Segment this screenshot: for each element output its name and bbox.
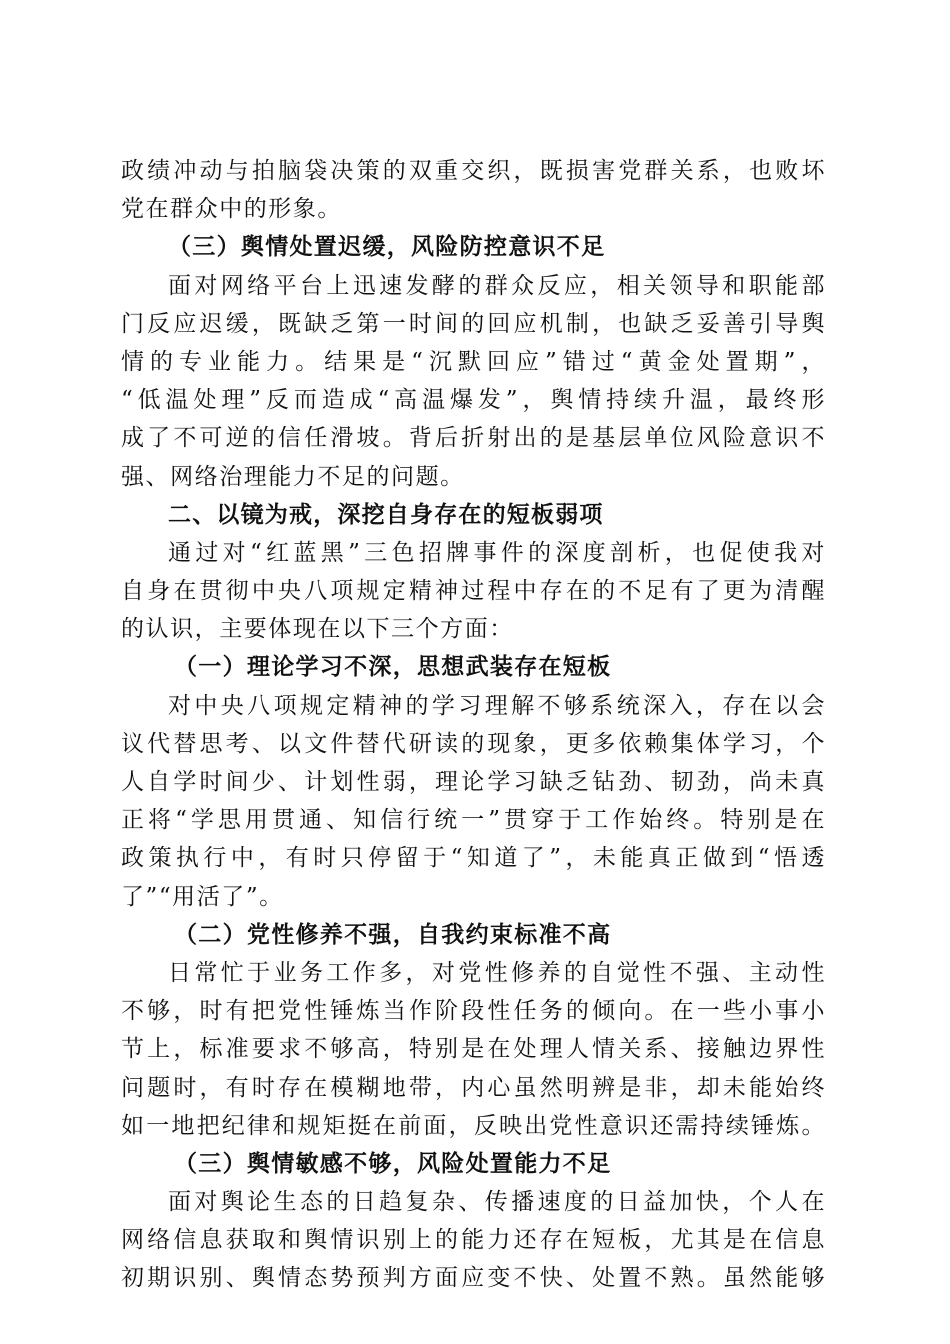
body-text-line: 政绩冲动与拍脑袋决策的双重交织，既损害党群关系，也败坏 xyxy=(121,158,826,184)
body-text-line: 门反应迟缓，既缺乏第一时间的回应机制，也缺乏妥善引导舆 xyxy=(121,310,826,337)
body-text-line: 面对舆论生态的日趋复杂、传播速度的日益加快，个人在 xyxy=(168,1189,826,1216)
body-text-line: 成了不可逆的信任滑坡。背后折射出的是基层单位风险意识不 xyxy=(121,425,826,452)
subsection-heading-3: （三）舆情处置迟缓，风险防控意识不足 xyxy=(168,233,606,261)
body-text-line: 了”“用活了”。 xyxy=(121,883,284,910)
body-text-line: “低温处理”反而造成“高温爆发”，舆情持续升温，最终形 xyxy=(121,387,826,414)
body-text-line: 议代替思考、以文件替代研读的现象，更多依赖集体学习，个 xyxy=(121,730,826,757)
body-text-line: 正将“学思用贯通、知信行统一”贯穿于工作始终。特别是在 xyxy=(121,807,826,834)
body-text-line: 问题时，有时存在模糊地带，内心虽然明辨是非，却未能始终 xyxy=(121,1074,826,1101)
body-text-line: 对中央八项规定精神的学习理解不够系统深入，存在以会 xyxy=(168,692,826,719)
body-text-line: 面对网络平台上迅速发酵的群众反应，相关领导和职能部 xyxy=(168,272,826,299)
body-text-line: 情的专业能力。结果是“沉默回应”错过“黄金处置期”， xyxy=(121,348,826,375)
body-text-line: 的认识，主要体现在以下三个方面： xyxy=(121,616,514,643)
body-text-line: 如一地把纪律和规矩挺在前面，反映出党性意识还需持续锤炼。 xyxy=(121,1112,826,1139)
body-text-line: 强、网络治理能力不足的问题。 xyxy=(121,463,465,490)
body-text-line: 不够，时有把党性锤炼当作阶段性任务的倾向。在一些小事小 xyxy=(121,998,826,1025)
section-heading-2: 二、以镜为戒，深挖自身存在的短板弱项 xyxy=(168,501,604,528)
body-text-line: 网络信息获取和舆情识别上的能力还存在短板，尤其是在信息 xyxy=(121,1227,826,1254)
body-text-line: 人自学时间少、计划性弱，理论学习缺乏钻劲、韧劲，尚未真 xyxy=(121,769,826,795)
body-text-line: 自身在贯彻中央八项规定精神过程中存在的不足有了更为清醒 xyxy=(121,578,826,605)
subsection-heading-3: （三）舆情敏感不够，风险处置能力不足 xyxy=(174,1149,612,1177)
document-body xyxy=(121,152,826,1298)
body-text-line: 节上，标准要求不够高，特别是在处理人情关系、接触边界性 xyxy=(121,1036,826,1063)
subsection-heading-1: （一）理论学习不深，思想武装存在短板 xyxy=(174,653,612,681)
body-text-line: 通过对“红蓝黑”三色招牌事件的深度剖析，也促使我对 xyxy=(168,539,826,566)
subsection-heading-2: （二）党性修养不强，自我约束标准不高 xyxy=(174,920,612,948)
body-text-line: 初期识别、舆情态势预判方面应变不快、处置不熟。虽然能够 xyxy=(121,1265,826,1292)
body-text-line: 日常忙于业务工作多，对党性修养的自觉性不强、主动性 xyxy=(168,959,826,986)
body-text-line: 政策执行中，有时只停留于“知道了”，未能真正做到“悟透 xyxy=(121,845,826,872)
body-text-line: 党在群众中的形象。 xyxy=(121,196,342,223)
